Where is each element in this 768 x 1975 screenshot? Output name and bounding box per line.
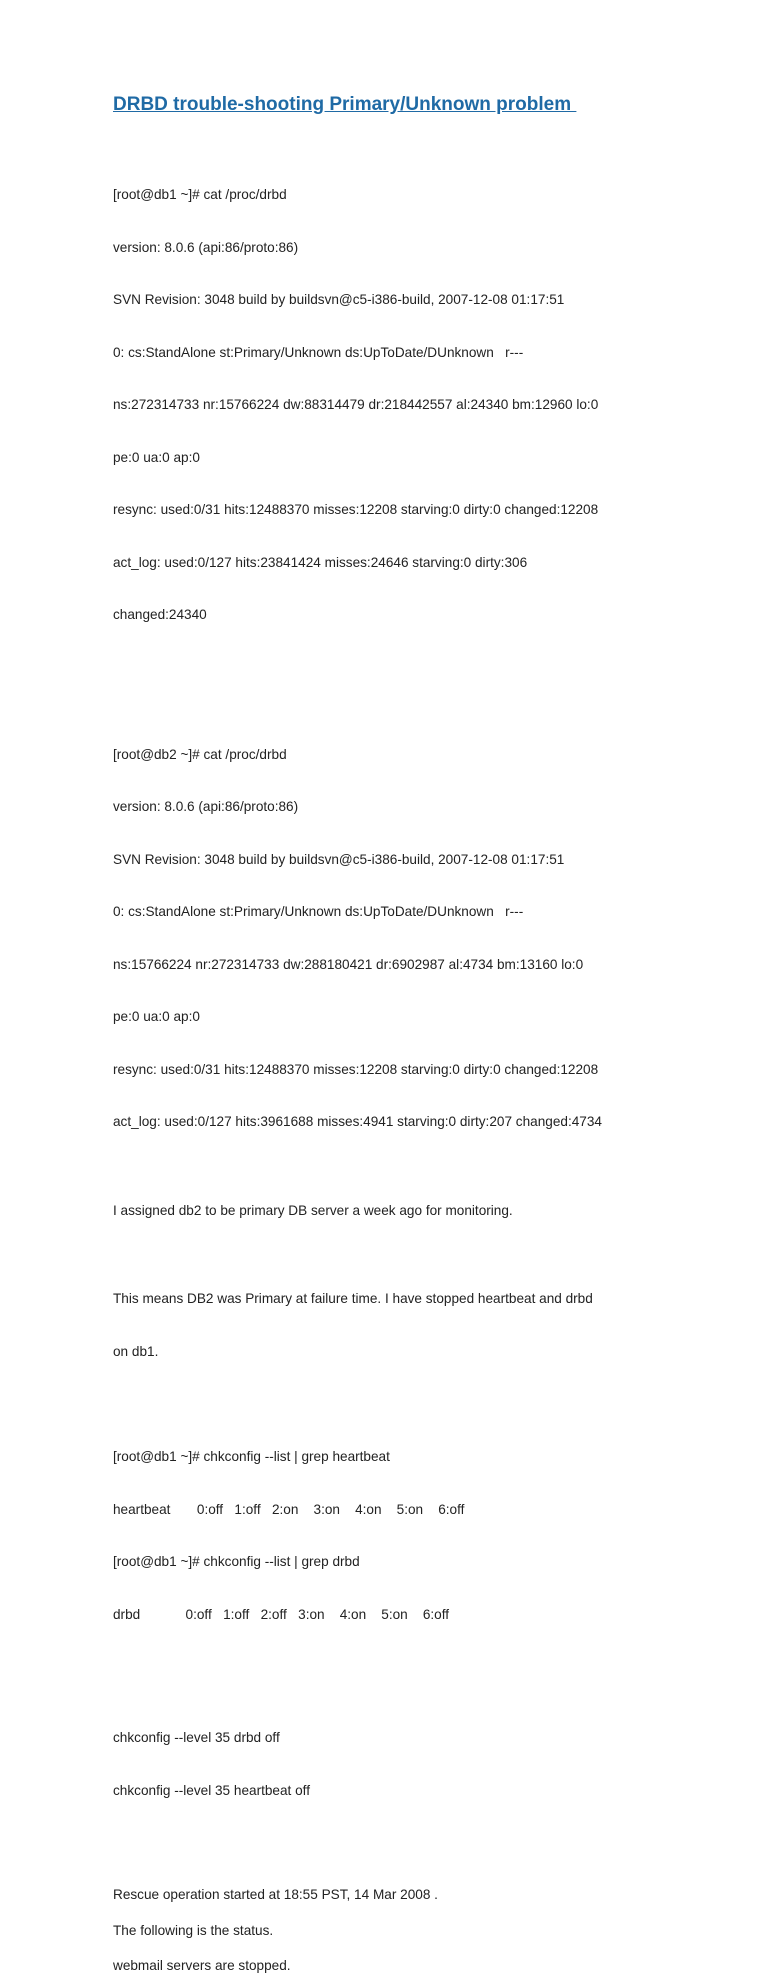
chkconfig-level-commands — [113, 1694, 753, 1834]
spacer — [113, 1166, 753, 1202]
spacer — [113, 1395, 753, 1413]
spacer — [113, 1939, 753, 1957]
db2-line: version: 8.0.6 (api:86/proto:86) — [113, 799, 299, 814]
means-line: on db1. — [113, 1343, 159, 1359]
level-line: chkconfig --level 35 drbd off — [113, 1730, 280, 1745]
chkconfig-output — [113, 1413, 753, 1658]
level-line: chkconfig --level 35 heartbeat off — [113, 1782, 310, 1798]
chkconfig-line: [root@db1 ~]# chkconfig --list | grep drbd — [113, 1554, 360, 1569]
db1-line: changed:24340 — [113, 607, 207, 622]
db1-line: act_log: used:0/127 hits:23841424 misses:24646 starving:0 dirty:306 — [113, 554, 528, 570]
spacer — [113, 659, 753, 711]
chkconfig-line: drbd 0:off 1:off 2:off 3:on 4:on 5:on 6:off — [113, 1606, 450, 1622]
db1-line: resync: used:0/31 hits:12488370 misses:12208 starving:0 dirty:0 changed:12208 — [113, 502, 599, 517]
means-line: This means DB2 was Primary at failure time. I have stopped heartbeat and drbd — [113, 1291, 593, 1306]
db2-line: [root@db2 ~]# cat /proc/drbd — [113, 746, 287, 762]
db2-line: resync: used:0/31 hits:12488370 misses:12208 starving:0 dirty:0 changed:12208 — [113, 1061, 599, 1077]
db2-line: pe:0 ua:0 ap:0 — [113, 1009, 200, 1024]
chkconfig-line: [root@db1 ~]# chkconfig --list | grep heartbeat — [113, 1449, 390, 1464]
spacer — [113, 1658, 753, 1694]
db2-drbd-output — [113, 711, 753, 1166]
spacer — [113, 1834, 753, 1886]
db1-line: ns:272314733 nr:15766224 dw:88314479 dr:218442557 al:24340 bm:12960 lo:0 — [113, 397, 599, 412]
db1-drbd-output — [113, 151, 753, 659]
db2-line: 0: cs:StandAlone st:Primary/Unknown ds:UpToDate/DUnknown r--- — [113, 904, 524, 919]
chkconfig-line: heartbeat 0:off 1:off 2:on 3:on 4:on 5:on 6:off — [113, 1501, 465, 1517]
paragraph-rescue: Rescue operation started at 18:55 PST, 14 Mar 2008 . — [113, 1887, 438, 1902]
paragraph-status: The following is the status. — [113, 1922, 274, 1938]
paragraph-webmail: webmail servers are stopped. — [113, 1958, 291, 1973]
db1-line: version: 8.0.6 (api:86/proto:86) — [113, 239, 299, 255]
db1-line: 0: cs:StandAlone st:Primary/Unknown ds:UpToDate/DUnknown r--- — [113, 344, 524, 360]
document-title: DRBD trouble-shooting Primary/Unknown problem — [113, 94, 577, 115]
db2-line: act_log: used:0/127 hits:3961688 misses:4941 starving:0 dirty:207 changed:4734 — [113, 1114, 602, 1129]
db1-line: [root@db1 ~]# cat /proc/drbd — [113, 187, 287, 202]
paragraph-assigned: I assigned db2 to be primary DB server a week ago for monitoring. — [113, 1202, 513, 1218]
db2-line: SVN Revision: 3048 build by buildsvn@c5-i386-build, 2007-12-08 01:17:51 — [113, 851, 565, 867]
db1-line: SVN Revision: 3048 build by buildsvn@c5-i386-build, 2007-12-08 01:17:51 — [113, 292, 565, 307]
paragraph-means — [113, 1255, 753, 1395]
db1-line: pe:0 ua:0 ap:0 — [113, 449, 200, 465]
spacer — [113, 1904, 753, 1922]
db2-line: ns:15766224 nr:272314733 dw:288180421 dr:6902987 al:4734 bm:13160 lo:0 — [113, 956, 584, 972]
spacer — [113, 1219, 753, 1255]
document-page — [113, 92, 753, 1975]
